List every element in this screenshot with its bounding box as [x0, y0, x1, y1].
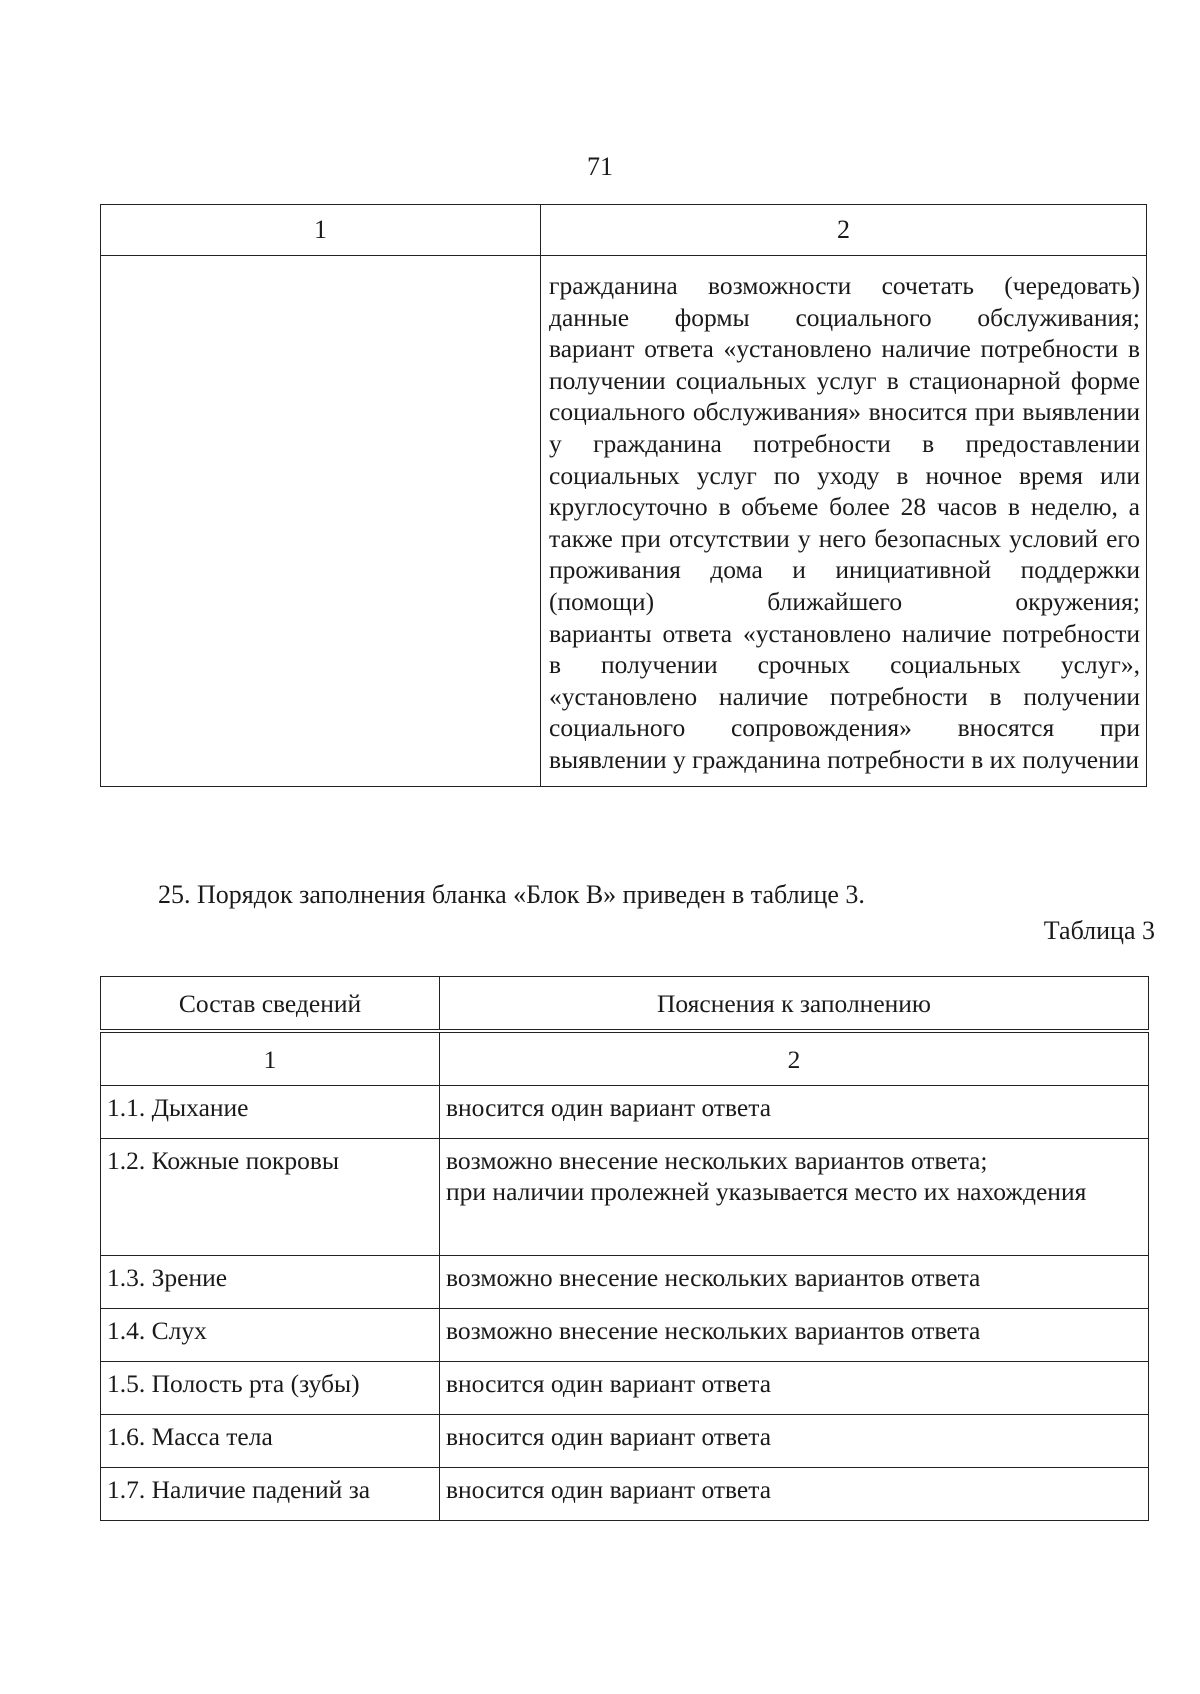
- item-cell: 1.1. Дыхание: [101, 1086, 440, 1139]
- explanation-line: при наличии пролежней указывается место их нахождения: [446, 1177, 1087, 1206]
- explanation-paragraph: вариант ответа «установлено наличие потребности в получении социальных услуг в стационарной форме социального обслуживания» вносится при выявлении у гражданина потребности в предоставлении социальных услуг по уходу в ночное время или круглосуточно в объеме более 28 часов в неделю, а также при отсутствии у него безопасных условий его проживания дома и инициативной поддержки (помощи) ближайшего окружения;: [549, 334, 1140, 616]
- explanation-cell: вносится один вариант ответа: [440, 1415, 1149, 1468]
- table-row: [101, 1468, 1149, 1521]
- explanation-line: возможно внесение нескольких вариантов ответа;: [446, 1146, 988, 1175]
- item-cell: 1.2. Кожные покровы: [101, 1139, 440, 1256]
- explanation-cell: вносится один вариант ответа: [440, 1468, 1149, 1521]
- column-number-1: 1: [101, 1031, 440, 1086]
- item-cell: 1.4. Слух: [101, 1309, 440, 1362]
- header-explanations: Пояснения к заполнению: [440, 977, 1149, 1032]
- table-row: [101, 1086, 1149, 1139]
- explanation-paragraph: варианты ответа «установлено наличие потребности в получении срочных социальных услуг», «установлено наличие потребности в получении социального сопровождения» вносятся при выявлении у гражданина потребности в их получении: [549, 618, 1140, 774]
- explanation-cell: возможно внесение нескольких вариантов ответа: [440, 1256, 1149, 1309]
- explanation-cell: [541, 256, 1147, 787]
- explanation-cell: [440, 1139, 1149, 1256]
- page-number: 71: [587, 152, 613, 181]
- table-row: [101, 1415, 1149, 1468]
- table-row: [101, 1362, 1149, 1415]
- table-header-row: [101, 977, 1149, 1032]
- item-cell: 1.5. Полость рта (зубы): [101, 1362, 440, 1415]
- table-caption: Таблица 3: [1043, 916, 1155, 945]
- paragraph-25: 25. Порядок заполнения бланка «Блок В» приведен в таблице 3.: [158, 880, 865, 909]
- continuation-table: [100, 204, 1147, 787]
- table-row: [101, 1139, 1149, 1256]
- explanation-paragraph: гражданина возможности сочетать (чередовать) данные формы социального обслуживания;: [549, 271, 1140, 332]
- empty-cell: [101, 256, 541, 787]
- explanation-cell: возможно внесение нескольких вариантов ответа: [440, 1309, 1149, 1362]
- column-number-2: 2: [541, 205, 1147, 256]
- table-row: [101, 1256, 1149, 1309]
- item-cell: 1.3. Зрение: [101, 1256, 440, 1309]
- column-number-1: 1: [101, 205, 541, 256]
- item-cell: 1.6. Масса тела: [101, 1415, 440, 1468]
- table-row: [101, 256, 1147, 787]
- table-header-row: [101, 205, 1147, 256]
- item-cell: 1.7. Наличие падений за: [101, 1468, 440, 1521]
- table-row: [101, 1309, 1149, 1362]
- explanation-cell: вносится один вариант ответа: [440, 1086, 1149, 1139]
- header-composition: Состав сведений: [101, 977, 440, 1032]
- column-number-2: 2: [440, 1031, 1149, 1086]
- table-3: [100, 976, 1149, 1521]
- column-number-row: [101, 1031, 1149, 1086]
- explanation-cell: вносится один вариант ответа: [440, 1362, 1149, 1415]
